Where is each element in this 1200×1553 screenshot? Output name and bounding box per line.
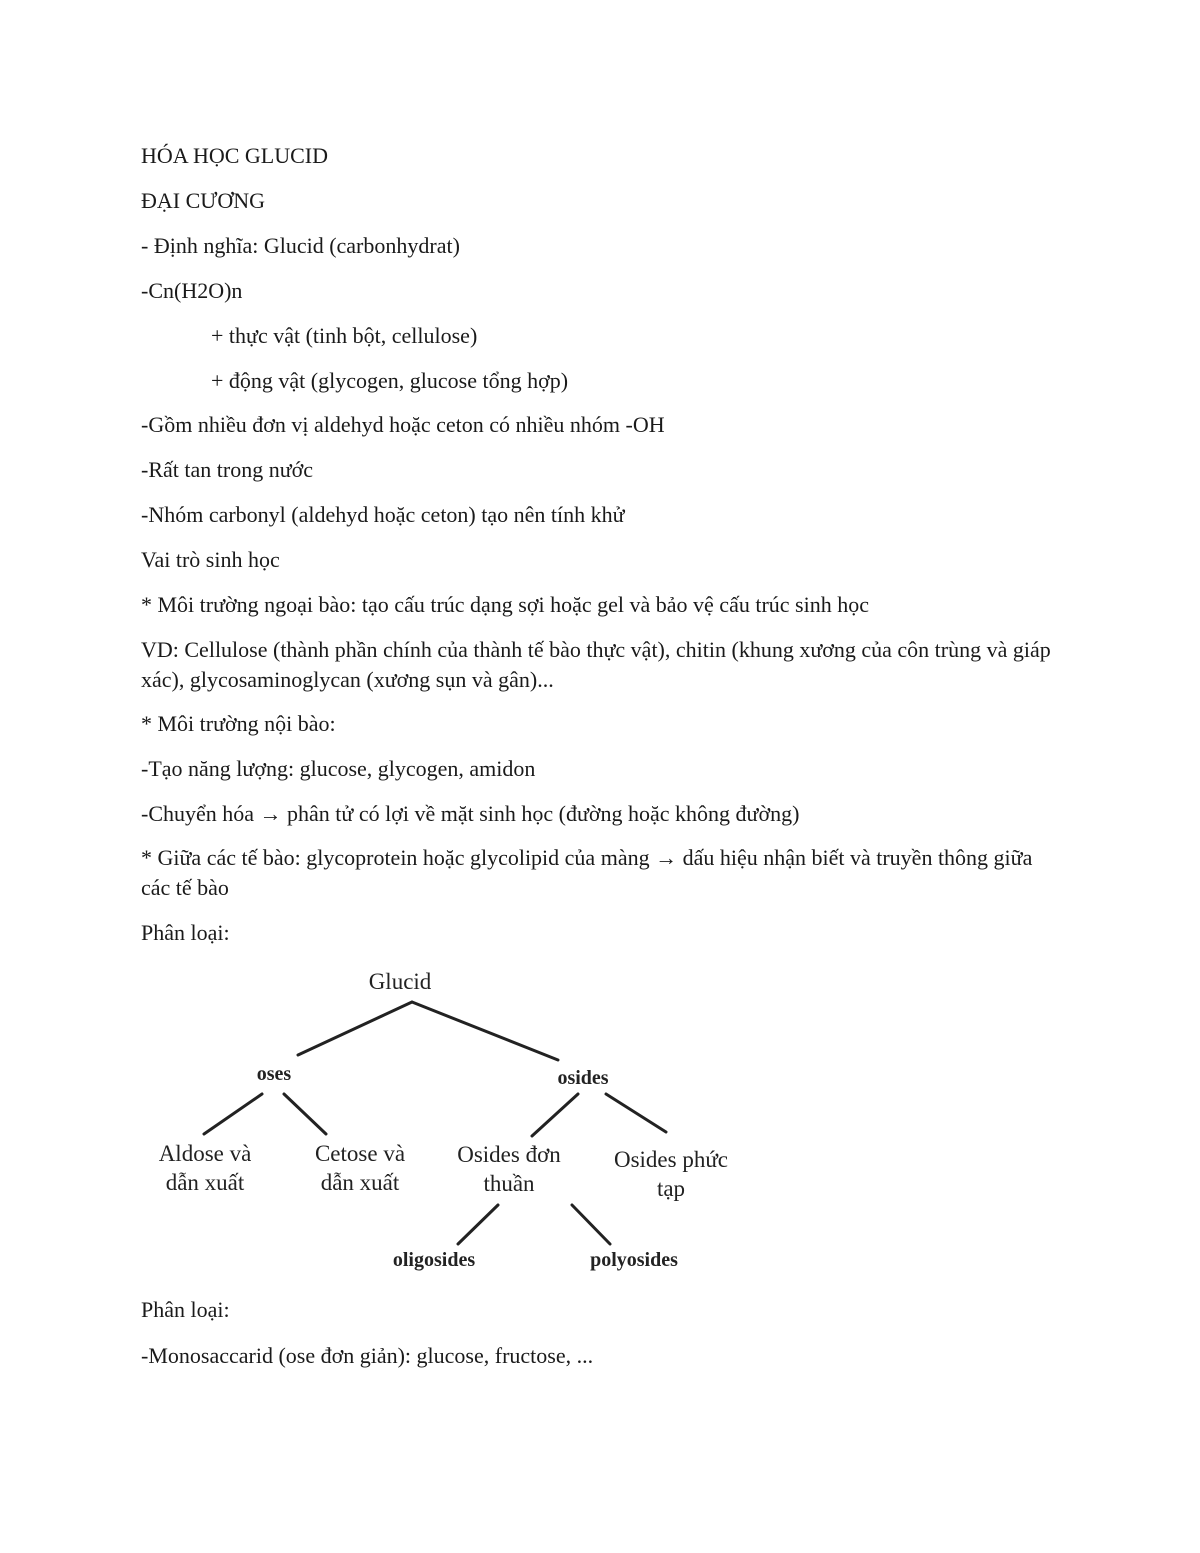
example-paragraph: VD: Cellulose (thành phần chính của thành tế bào thực vật), chitin (khung xương của côn trùng và giáp xác), glycosaminoglycan (xương sụn và gân)... (141, 637, 1051, 692)
node-aldose (140, 1139, 270, 1197)
node-glucid: Glucid (368, 969, 432, 994)
node-aldose-line2: dẫn xuất (165, 1170, 245, 1195)
plant-item: + thực vật (tinh bột, cellulose) (211, 323, 478, 348)
node-oses: oses (256, 1063, 292, 1085)
doc-title: HÓA HỌC GLUCID (141, 143, 328, 168)
edge-glucid-oses (298, 1002, 412, 1055)
node-simple-line1: Osides đơn (457, 1142, 561, 1167)
node-complex-line1: Osides phức (613, 1147, 729, 1172)
node-complex-line2: tạp (656, 1176, 686, 1201)
role-heading: Vai trò sinh học (141, 547, 280, 572)
formula-line: -Cn(H2O)n (141, 278, 243, 303)
node-complex-osides (594, 1145, 748, 1203)
solubility-line: -Rất tan trong nước (141, 457, 314, 482)
edge-simple-poly (572, 1205, 610, 1244)
metabolism-line: -Chuyển hóa → phân tử có lợi về mặt sinh học (đường hoặc không đường) (141, 801, 800, 826)
node-cetose-line1: Cetose và (314, 1141, 406, 1166)
edge-oses-aldose (204, 1094, 262, 1134)
node-polyosides: polyosides (590, 1249, 678, 1271)
monosaccharide-line: -Monosaccarid (ose đơn giản): glucose, fructose, ... (141, 1343, 594, 1368)
between-cells-paragraph: * Giữa các tế bào: glycoprotein hoặc glycolipid của màng → dấu hiệu nhận biết và truyền thông giữa các tế bào (141, 845, 1033, 900)
classification-heading-2: Phân loại: (141, 1297, 230, 1322)
edge-simple-oligo (458, 1205, 498, 1244)
edge-osides-complex (606, 1094, 666, 1132)
intracellular-line: * Môi trường nội bào: (141, 711, 336, 736)
definition-line: - Định nghĩa: Glucid (carbonhydrat) (141, 233, 460, 258)
edge-oses-cetose (284, 1094, 326, 1134)
node-osides: osides (557, 1067, 609, 1089)
node-simple-osides (436, 1140, 582, 1198)
extracellular-line: * Môi trường ngoại bào: tạo cấu trúc dạng sợi hoặc gel và bảo vệ cấu trúc sinh học (141, 592, 869, 617)
node-simple-line2: thuần (483, 1171, 535, 1196)
units-line: -Gồm nhiều đơn vị aldehyd hoặc ceton có nhiều nhóm -OH (141, 412, 665, 437)
tree-connectors (140, 960, 760, 1290)
section-heading: ĐẠI CƯƠNG (141, 188, 266, 213)
carbonyl-line: -Nhóm carbonyl (aldehyd hoặc ceton) tạo nên tính khử (141, 502, 625, 527)
animal-item: + động vật (glycogen, glucose tổng hợp) (211, 368, 569, 393)
classification-heading: Phân loại: (141, 920, 230, 945)
edge-osides-simple (532, 1094, 578, 1136)
node-aldose-line1: Aldose và (158, 1141, 252, 1166)
node-cetose-line2: dẫn xuất (320, 1170, 400, 1195)
classification-tree (140, 960, 760, 1290)
energy-line: -Tạo năng lượng: glucose, glycogen, amidon (141, 756, 536, 781)
edge-glucid-osides (412, 1002, 558, 1060)
node-cetose (295, 1139, 425, 1197)
node-oligosides: oligosides (392, 1249, 476, 1271)
